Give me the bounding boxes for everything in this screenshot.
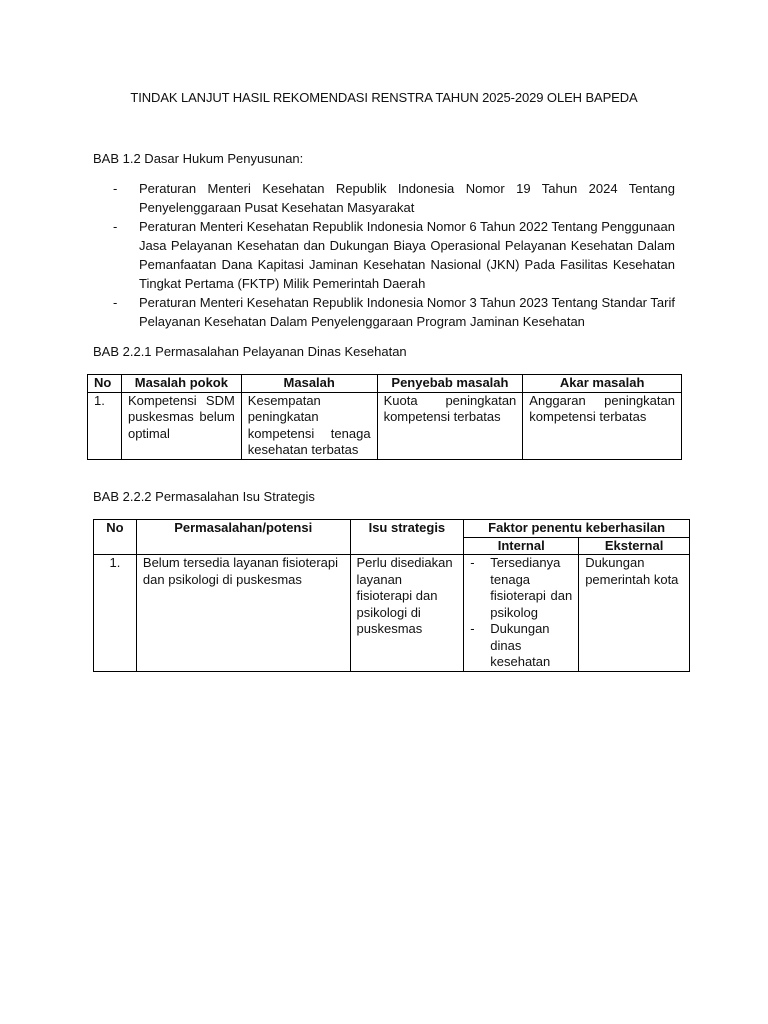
- table-isu-strategis: [93, 519, 690, 672]
- list-item: [113, 293, 675, 331]
- heading-isu-strategis: BAB 2.2.2 Permasalahan Isu Strategis: [93, 489, 315, 504]
- table-cell: Kuota peningkatan kompetensi terbatas: [377, 392, 523, 459]
- table-row: [94, 555, 690, 672]
- table-cell: 1.: [88, 392, 122, 459]
- col-header: Masalah: [241, 375, 377, 393]
- col-header: Masalah pokok: [121, 375, 241, 393]
- table-cell: Anggaran peningkatan kompetensi terbatas: [523, 392, 682, 459]
- table-permasalahan-pelayanan: [87, 374, 682, 460]
- list-item-text: Dukungan dinas kesehatan: [490, 621, 551, 669]
- list-item-text: Peraturan Menteri Kesehatan Republik Indonesia Nomor 3 Tahun 2023 Tentang Standar Tarif Pelayanan Kesehatan Dalam Penyelenggaraan Program Jaminan Kesehatan: [139, 295, 675, 329]
- document-title: TINDAK LANJUT HASIL REKOMENDASI RENSTRA TAHUN 2025-2029 OLEH BAPEDA: [130, 90, 638, 105]
- col-header: Akar masalah: [523, 375, 682, 393]
- bullet-dash: -: [113, 219, 118, 234]
- heading-permasalahan-pelayanan: BAB 2.2.1 Permasalahan Pelayanan Dinas Kesehatan: [93, 344, 407, 359]
- list-item: [113, 217, 675, 293]
- table-cell: 1.: [94, 555, 137, 672]
- bullet-dash: -: [113, 181, 118, 196]
- list-item-text: Tersedianya tenaga fisioterapi dan psikolog: [490, 555, 573, 620]
- list-item-text: Peraturan Menteri Kesehatan Republik Indonesia Nomor 19 Tahun 2024 Tentang Penyelenggaraan Pusat Kesehatan Masyarakat: [139, 181, 675, 215]
- bullet-dash: -: [470, 621, 475, 636]
- table-cell: Kesempatan peningkatan kompetensi tenaga kesehatan terbatas: [241, 392, 377, 459]
- col-header: No: [94, 520, 137, 555]
- table-cell: Belum tersedia layanan fisioterapi dan psikologi di puskesmas: [136, 555, 350, 672]
- table-row: [88, 392, 682, 459]
- table-header-row: [94, 520, 690, 538]
- col-header: Permasalahan/potensi: [136, 520, 350, 555]
- table-cell: Kompetensi SDM puskesmas belum optimal: [121, 392, 241, 459]
- table-cell: Perlu disediakan layanan fisioterapi dan psikologi di puskesmas: [350, 555, 464, 672]
- table-header-row: [88, 375, 682, 393]
- bullet-dash: -: [470, 555, 475, 570]
- col-header: Faktor penentu keberhasilan: [464, 520, 690, 538]
- list-item: [470, 621, 572, 671]
- col-header: Eksternal: [579, 537, 690, 555]
- heading-dasar-hukum: BAB 1.2 Dasar Hukum Penyusunan:: [93, 151, 304, 166]
- legal-basis-list: [113, 179, 675, 331]
- table-cell: Dukungan pemerintah kota: [579, 555, 690, 672]
- list-item: [113, 179, 675, 217]
- list-item-text: Peraturan Menteri Kesehatan Republik Indonesia Nomor 6 Tahun 2022 Tentang Penggunaan Jasa Pelayanan Kesehatan dan Dukungan Biaya Operasional Pelayanan Kesehatan Dalam Pemanfaatan Dana Kapitasi Jaminan Kesehatan Nasional (JKN) Pada Fasilitas Kesehatan Tingkat Pertama (FKTP) Milik Pemerintah Daerah: [139, 219, 675, 291]
- col-header: No: [88, 375, 122, 393]
- internal-factor-list: [470, 555, 572, 671]
- bullet-dash: -: [113, 295, 118, 310]
- list-item: [470, 555, 572, 621]
- col-header: Penyebab masalah: [377, 375, 523, 393]
- col-header: Internal: [464, 537, 579, 555]
- col-header: Isu strategis: [350, 520, 464, 555]
- table-cell: [464, 555, 579, 672]
